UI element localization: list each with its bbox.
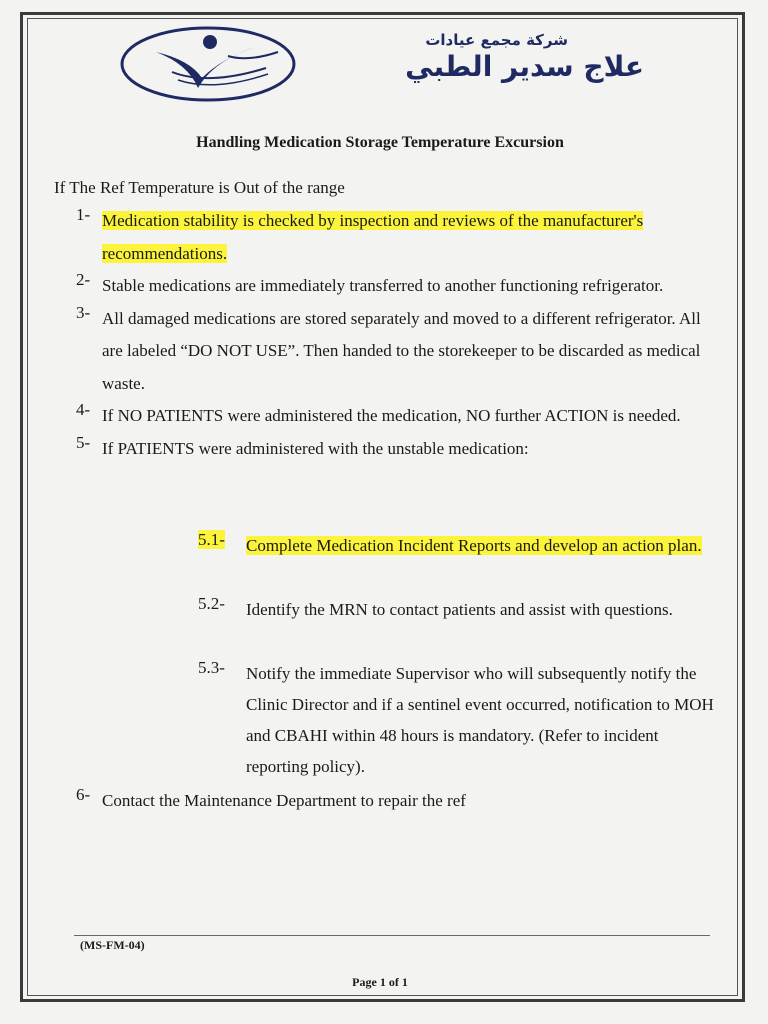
form-code: (MS-FM-04): [80, 938, 145, 952]
item-text: All damaged medications are stored separately and moved to a different refrigerator. All are labeled “DO NOT USE”. Then handed to the storekeeper to be discarded as medical waste.: [102, 308, 701, 393]
item-text: Medication stability is checked by inspection and reviews of the manufacturer's recommendations.: [102, 211, 644, 263]
sub-item-number: 5.1-: [198, 530, 225, 549]
item-number: 5-: [76, 432, 91, 452]
footer-divider: [74, 935, 710, 936]
sub-item-text: Notify the immediate Supervisor who will subsequently notify the Clinic Director and if a sentinel event occurred, notification to MOH and CBAHI within 48 hours is mandatory. (Refer to incident reporting policy).: [246, 664, 714, 776]
item-number: 4-: [76, 400, 91, 419]
list-item: [76, 785, 716, 818]
item-number: 2-: [76, 270, 91, 289]
sub-item: [198, 658, 718, 782]
brand-subtitle: شركة مجمع عيادات: [425, 31, 568, 49]
brand-title: علاج سدير الطبي: [405, 50, 644, 83]
sub-item: [198, 530, 718, 561]
list-item: [76, 303, 716, 401]
item-text: If NO PATIENTS were administered the medication, NO further ACTION is needed.: [102, 406, 681, 425]
item-text: If PATIENTS were administered with the unstable medication:: [102, 438, 529, 458]
list-item: [76, 400, 716, 433]
sub-item-number: 5.3-: [198, 658, 225, 677]
intro-text: If The Ref Temperature is Out of the range: [54, 178, 345, 197]
page-border-inner: [27, 18, 738, 996]
list-item: [76, 270, 716, 303]
sub-item-number: 5.2-: [198, 594, 225, 613]
page-number: Page 1 of 1: [352, 975, 408, 989]
list-item: [76, 205, 716, 270]
procedure-list: [76, 205, 716, 465]
document-title: Handling Medication Storage Temperature Excursion: [196, 134, 564, 151]
item-number: 1-: [76, 205, 91, 224]
item-number: 3-: [76, 302, 91, 322]
item-text: Stable medications are immediately transferred to another functioning refrigerator.: [102, 276, 664, 295]
procedure-list-end: [76, 785, 716, 818]
item-number: 6-: [76, 785, 91, 804]
item-text: Contact the Maintenance Department to repair the ref: [102, 791, 466, 810]
company-logo-icon: [118, 24, 298, 104]
sub-item-text: Complete Medication Incident Reports and develop an action plan.: [246, 536, 702, 555]
sub-item-text: Identify the MRN to contact patients and assist with questions.: [246, 600, 673, 619]
brand-name: [308, 30, 648, 84]
list-item: [76, 433, 716, 466]
sub-item: [198, 594, 718, 625]
